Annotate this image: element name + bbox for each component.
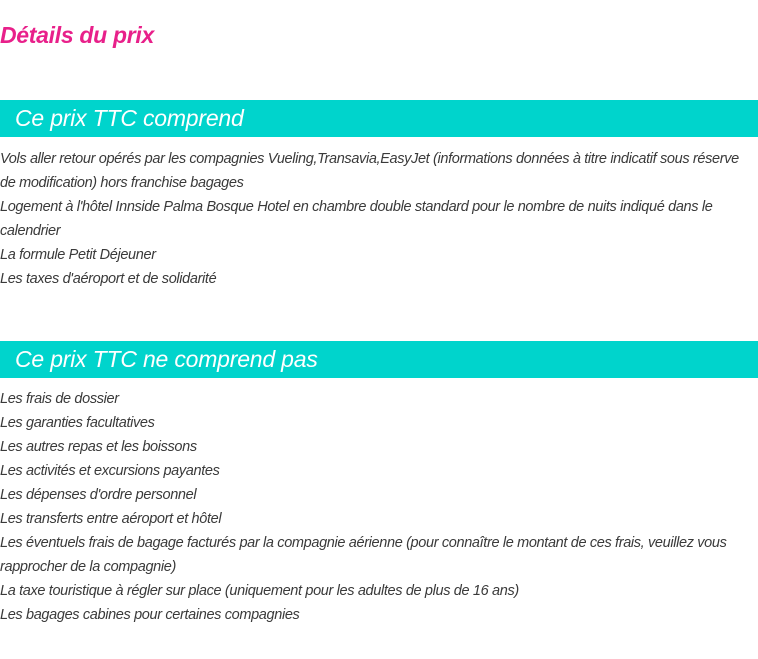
page-title: Détails du prix [0,22,154,48]
included-item-flights: Vols aller retour opérés par les compagnies Vueling,Transavia,EasyJet (informations données à titre indicatif sous réserve de modification) hors franchise bagages [0,151,739,191]
included-item-breakfast: La formule Petit Déjeuner [0,247,156,263]
excluded-item-baggage-fees: Les éventuels frais de bagage facturés par la compagnie aérienne (pour connaître le montant de ces frais, veuillez vous rapprocher de la compagnie) [0,535,727,575]
excluded-item-cabin-bags: Les bagages cabines pour certaines compagnies [0,607,300,623]
excluded-items-list [0,387,758,627]
included-items-list [0,147,758,291]
excluded-item-booking-fees: Les frais de dossier [0,391,119,407]
excluded-item-transfers: Les transferts entre aéroport et hôtel [0,511,222,527]
excluded-section-heading: Ce prix TTC ne comprend pas [15,346,318,372]
excluded-item-activities: Les activités et excursions payantes [0,463,220,479]
excluded-item-tourist-tax: La taxe touristique à régler sur place (uniquement pour les adultes de plus de 16 ans) [0,583,519,599]
included-section-heading: Ce prix TTC comprend [15,105,244,131]
excluded-item-personal-expenses: Les dépenses d'ordre personnel [0,487,197,503]
included-item-taxes: Les taxes d'aéroport et de solidarité [0,271,217,287]
included-section-header [0,100,758,137]
excluded-item-meals-drinks: Les autres repas et les boissons [0,439,197,455]
included-item-accommodation: Logement à l'hôtel Innside Palma Bosque Hotel en chambre double standard pour le nombre de nuits indiqué dans le calendrier [0,199,713,239]
excluded-section-header [0,341,758,378]
excluded-item-insurance: Les garanties facultatives [0,415,155,431]
